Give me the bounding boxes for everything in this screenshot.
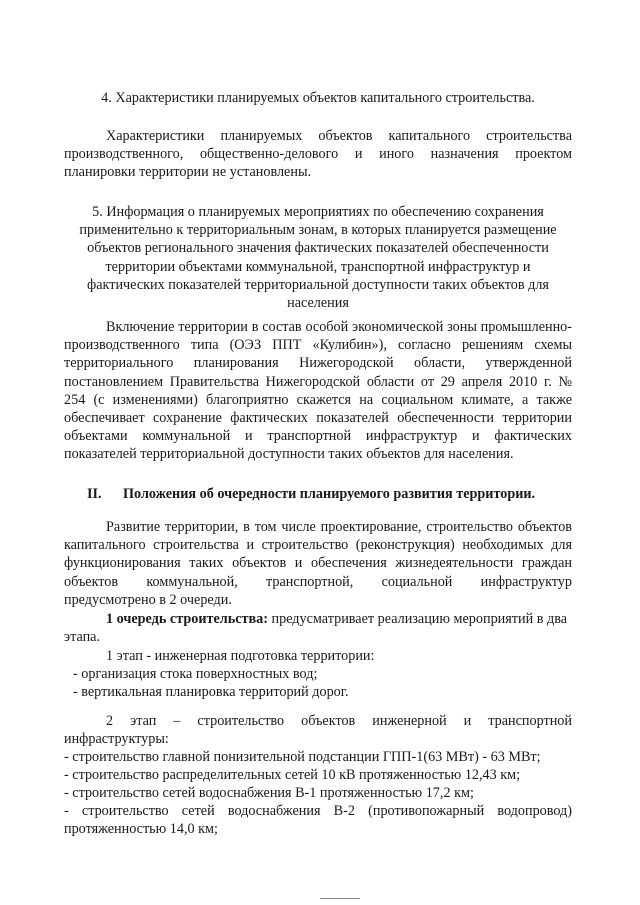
paragraph-line: объектами коммунальной и транспортной инфраструктур и фактических [64,428,572,445]
heading-line: применительно к территориальным зонам, в которых планируется размещение [79,222,557,239]
stage-1-text: предусматривает реализацию мероприятий в два [267,611,568,627]
section-II-heading [87,485,577,503]
paragraph-line: постановлением Правительства Нижегородской области от 29 апреля 2010 г. № [64,373,572,390]
step-1-title [64,647,572,665]
paragraph-line: производственного, общественно-делового и иного назначения проектом [64,146,572,163]
section-title: Положения об очередности планируемого развития территории. [123,486,536,502]
heading-line: территории объектами коммунальной, транспортной инфраструктур и [105,258,531,275]
step-2-paragraph [64,712,572,748]
stage-1-label: 1 очередь строительства: [106,611,268,627]
section-4-paragraph [64,127,572,182]
heading-line: фактических показателей территориальной доступности таких объектов для [87,276,549,293]
heading-line: населения [287,295,349,312]
paragraph-line: планировки территории не установлены. [64,164,312,181]
paragraph-line: капитального строительства и строительство (реконструкция) необходимых для [64,537,572,554]
section-4-heading-text: 4. Характеристики планируемых объектов капитального строительства. [101,90,535,106]
paragraph-line: Характеристики планируемых объектов капитального строительства [106,128,572,144]
list-item-text: - строительство сетей водоснабжения В-1 протяженностью 17,2 км; [64,785,474,801]
section-II-paragraph [64,518,572,609]
list-item [64,802,572,838]
list-item [64,748,572,766]
paragraph-line: 254 (с изменениями) благоприятно скажется на социальном климате, а также [64,391,572,408]
list-item-text: протяженностью 14,0 км; [64,821,218,838]
section-4-heading [64,89,572,107]
step-1-title-text: 1 этап - инженерная подготовка территории: [106,648,375,664]
list-item [64,766,572,784]
stage-1-line [64,610,572,628]
step-2-line: 2 этап – строительство объектов инженерной и транспортной [106,713,572,729]
list-item-text: - строительство распределительных сетей 10 кВ протяженностью 12,43 км; [64,767,521,783]
paragraph-line: функционирования таких объектов и обеспечения жизнедеятельности граждан [64,555,572,572]
heading-line: 5. Информация о планируемых мероприятиях по обеспечению сохранения [92,204,544,220]
list-item [64,784,572,802]
list-item-text: - строительство сетей водоснабжения В-2 (противопожарный водопровод) [64,803,572,819]
section-5-paragraph [64,318,572,464]
stage-1-paragraph [64,610,572,646]
paragraph-line: Включение территории в состав особой экономической зоны промышленно- [106,319,572,335]
paragraph-line: предусмотрено в 2 очереди. [64,591,232,608]
list-item [64,683,572,701]
paragraph-line: обеспечивает сохранение фактических показателей обеспеченности территории [64,410,572,427]
paragraph-line: территориального планирования Нижегородской области, утвержденной [64,355,572,372]
paragraph-line: показателей территориальной доступности таких объектов для населения. [64,446,514,463]
list-item-text: - вертикальная планировка территорий дорог. [73,684,349,700]
scan-artifact-line [320,898,360,899]
paragraph-line: объектов коммунальной, транспортной, социальной инфраструктур [64,573,572,590]
heading-line: объектов регионального значения фактических показателей обеспеченности [87,240,549,257]
list-item-text: - строительство главной понизительной подстанции ГПП-1(63 МВт) - 63 МВт; [64,749,541,765]
paragraph-line: Развитие территории, в том числе проектирование, строительство объектов [106,519,572,535]
list-item [64,665,572,683]
section-number: II. [87,486,102,502]
list-item-text: - организация стока поверхностных вод; [73,666,318,682]
stage-1-line: этапа. [64,629,101,646]
paragraph-line: производственного типа (ОЭЗ ППТ «Кулибин»), согласно решениям схемы [64,337,572,354]
step-2-line: инфраструктуры: [64,731,169,748]
section-5-heading [64,203,572,312]
